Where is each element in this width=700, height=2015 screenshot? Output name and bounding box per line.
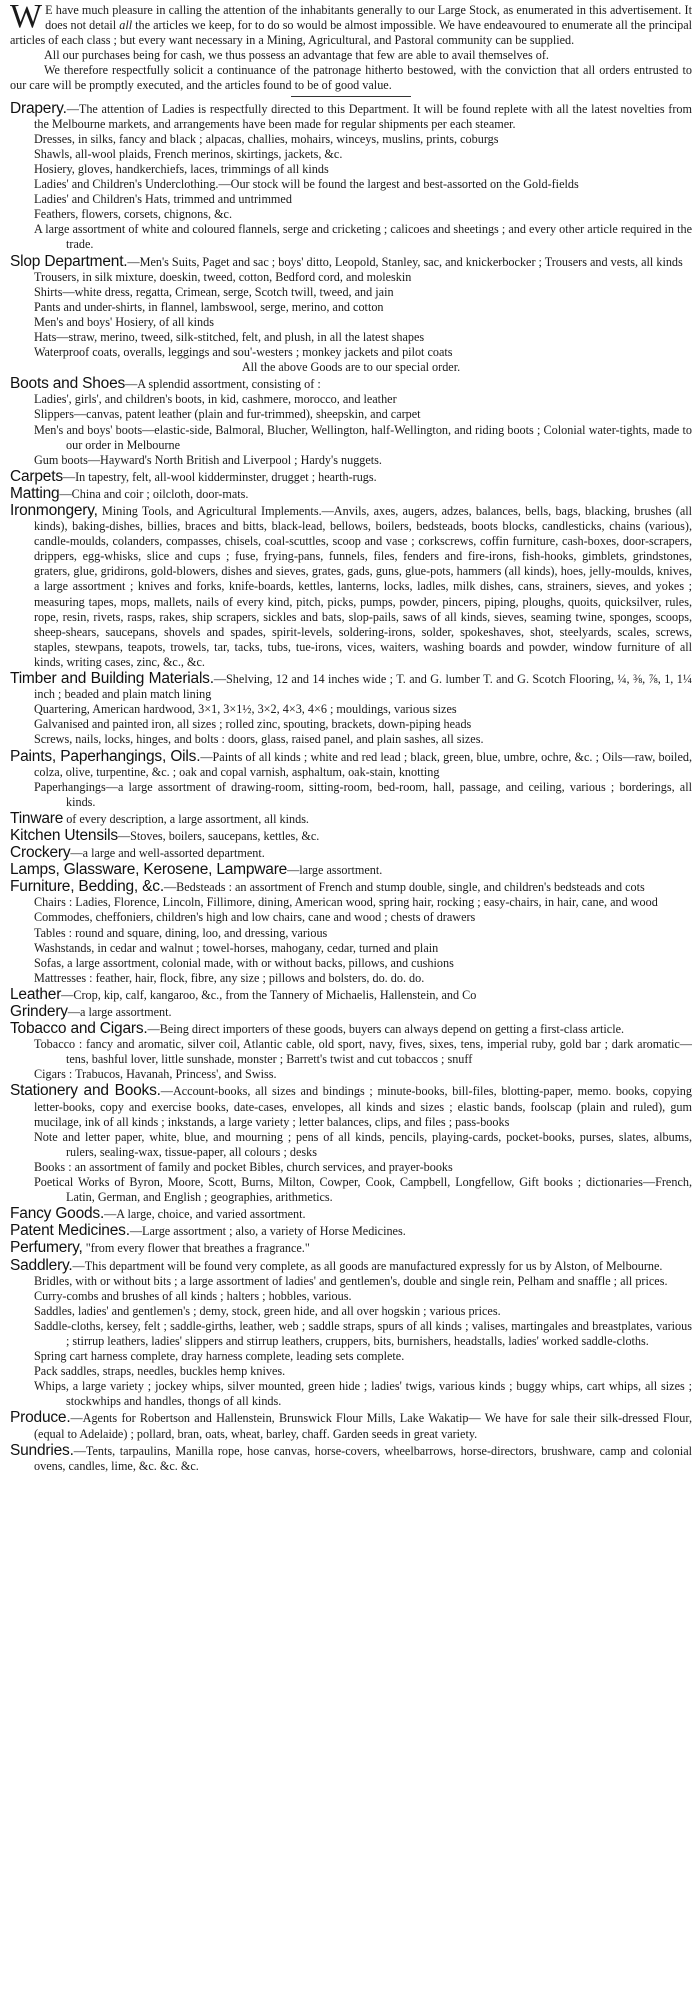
section-heading: Lamps, Glassware, Kerosene, Lampware [10,861,288,879]
section-heading: Tobacco and Cigars. [10,1020,148,1038]
section-entry [10,1004,692,1020]
section-text: —A large, choice, and varied assortment. [104,1207,306,1222]
section [10,879,692,986]
section-text: —Stoves, boilers, saucepans, kettles, &c. [117,828,320,843]
section [10,1083,692,1205]
section-item: Whips, a large variety ; jockey whips, silver mounted, green hide ; ladies' twigs, various kinds ; buggy whips, cart whips, all sizes ; stockwhips and handles, thongs of all kinds. [34,1379,692,1409]
intro-paragraph-3: We therefore respectfully solicit a continuance of the patronage hitherto bestowed, with the conviction that all orders entrusted to our care will be promptly executed, and the articles found to be of good value. [10,63,692,93]
section-item: Quartering, American hardwood, 3×1, 3×1½, 3×2, 4×3, 4×6 ; mouldings, various sizes [34,702,457,717]
section-item: Bridles, with or without bits ; a large assortment of ladies' and gentlemen's, double and single rein, Pelham and snaffle ; all prices. [34,1273,668,1288]
section-item: Screws, nails, locks, hinges, and bolts : doors, glass, raised panel, and plain sashes, all sizes. [34,732,484,747]
section-entry [10,811,692,827]
section-text: —Bedsteads : an assortment of French and stump double, single, and children's bedsteads and cots [163,880,645,895]
section-item: Ladies' and Children's Hats, trimmed and untrimmed [34,192,292,207]
section-item: Saddles, ladies' and gentlemen's ; demy, stock, green hide, and all over hogskin ; various prices. [34,1303,501,1318]
section-item: Gum boots—Hayward's North British and Liverpool ; Hardy's nuggets. [34,452,382,467]
section-heading: Tinware [10,809,64,827]
section-entry [10,254,692,270]
section-entry [10,1083,692,1129]
section-item: Washstands, in cedar and walnut ; towel-horses, mahogany, cedar, turned and plain [34,940,439,955]
section-heading: Patent Medicines. [10,1222,130,1240]
section-entry [10,845,692,861]
section [10,862,692,878]
section-item: Galvanised and painted iron, all sizes ; rolled zinc, spouting, brackets, down-piping heads [34,717,472,732]
section-text: —a large assortment. [67,1005,172,1019]
section-entry [10,1021,692,1037]
section-text: —Shelving, 12 and 14 inches wide ; T. and G. lumber T. and G. Scotch Flooring, ¼, ⅜, ⅞, 1, 1¼ inch ; beaded and plain match lining [34,672,692,702]
section-item: Feathers, flowers, corsets, chignons, &c. [34,207,232,222]
section-item: Waterproof coats, overalls, leggings and sou'-westers ; monkey jackets and pilot coats [34,345,453,360]
section-heading: Kitchen Utensils [10,826,118,844]
section-heading: Perfumery, [10,1239,83,1257]
section [10,749,692,810]
section-item: Pack saddles, straps, needles, buckles hemp knives. [34,1364,286,1379]
intro [10,0,693,94]
drop-cap: W [10,0,43,35]
intro-paragraph-2: All our purchases being for cash, we thus possess an advantage that few are able to avail themselves of. [44,48,549,63]
section-heading: Produce. [10,1409,71,1427]
section-heading: Sundries. [10,1441,74,1459]
section-entry [10,1240,692,1256]
section-item: Men's and boys' boots—elastic-side, Balmoral, Blucher, Wellington, half-Wellington, and riding boots ; Colonial water-tights, made to our order in Melbourne [34,422,692,452]
section-heading: Timber and Building Materials. [10,670,214,688]
section [10,1443,692,1474]
section-heading: Boots and Shoes [10,375,126,393]
section [10,486,692,502]
section-item: Curry-combs and brushes of all kinds ; halters ; hobbles, various. [34,1288,352,1303]
section-heading: Fancy Goods. [10,1205,105,1223]
section-text: of every description, a large assortment, all kinds. [63,811,309,826]
section-item: Commodes, cheffoniers, children's high and low chairs, cane and wood ; chests of drawers [34,910,476,925]
section-item: Ladies', girls', and children's boots, in kid, cashmere, morocco, and leather [34,392,397,407]
section [10,1206,692,1222]
section-entry [10,1410,692,1441]
sections-list [10,101,692,1474]
section-heading: Saddlery. [10,1256,73,1274]
section-entry [10,486,692,502]
section-item: Hats—straw, merino, tweed, silk-stitched, felt, and plush, in all the latest shapes [34,329,425,344]
section-entry [10,749,692,780]
section-heading: Drapery. [10,99,67,117]
section-item: Dresses, in silks, fancy and black ; alpacas, challies, mohairs, winceys, muslins, prints, coburgs [34,131,499,146]
section-item: Chairs : Ladies, Florence, Lincoln, Fillimore, dining, American wood, spring hair, rocking ; easy-chairs, in hair, cane, and wood [34,895,658,910]
section-note: All the above Goods are to our special order. [241,360,461,375]
section-text: —Large assortment ; also, a variety of Horse Medicines. [129,1224,406,1239]
section-text: —China and coir ; oilcloth, door-mats. [59,486,249,501]
section-item: A large assortment of white and coloured flannels, serge and cricketing ; calicoes and sheetings ; and every other article required in the trade. [34,222,692,252]
section-text: —A splendid assortment, consisting of : [125,377,321,392]
section-heading: Crockery [10,844,71,862]
section-text: —Agents for Robertson and Hallenstein, Brunswick Flour Mills, Lake Wakatip— We have for sale their silk-dressed Flour, (equal to Adelaide) ; pollard, bran, oats, wheat, barley, chaff. Garden seeds in great variety. [34,1411,692,1441]
section-item: Hosiery, gloves, handkerchiefs, laces, trimmings of all kinds [34,161,329,176]
section-heading: Matting [10,484,60,502]
section-item: Trousers, in silk mixture, doeskin, tweed, cotton, Bedford cord, and moleskin [34,269,412,284]
section [10,1004,692,1020]
section-heading: Paints, Paperhangings, Oils. [10,747,201,765]
intro-paragraph-1 [10,0,693,48]
section-entry [10,671,692,702]
section-text: —Tents, tarpaulins, Manilla rope, hose canvas, horse-covers, wheelbarrows, horse-directors, brushware, camp and colonial ovens, candles, lime, &c. &c. &c. [34,1443,692,1473]
section [10,469,692,485]
section-item: Shirts—white dress, regatta, Crimean, serge, Scotch twill, tweed, and jain [34,284,394,299]
intro-text: the articles we keep, for to do so would be almost impossible. We have endeavoured to enumerate all the principal articles of each class ; but every want necessary in a Mining, Agricultural, and Pastoral community can be supplied. [10,18,693,48]
section-item: Pants and under-shirts, in flannel, lambswool, serge, merino, and cotton [34,299,384,314]
section-item: Shawls, all-wool plaids, French merinos, skirtings, jackets, &c. [34,146,343,161]
section-text: —a large and well-assorted department. [70,846,265,861]
section-entry [10,1443,692,1474]
section-item: Cigars : Trabucos, Havanah, Princess', and Swiss. [34,1067,277,1082]
divider-rule [291,96,411,97]
section-entry [10,376,692,392]
section [10,1021,692,1082]
section-entry [10,987,692,1003]
section-text: —Men's Suits, Paget and sac ; boys' ditto, Leopold, Stanley, sac, and knickerbocker ; Trousers and vests, all kinds [127,254,683,269]
section-entry [10,879,692,895]
section-item: Ladies' and Children's Underclothing.—Our stock will be found the largest and best-assorted on the Gold-fields [34,177,579,192]
section-item: Note and letter paper, white, blue, and mourning ; pens of all kinds, pencils, playing-cards, pocket-books, purses, slates, albums, rulers, sealing-wax, tissue-paper, all colours ; desks [34,1129,692,1159]
section [10,987,692,1003]
section [10,671,692,747]
section-heading: Ironmongery, [10,502,98,519]
section-heading: Furniture, Bedding, &c. [10,878,164,896]
section-item: Spring cart harness complete, dray harness complete, leading sets complete. [34,1349,405,1364]
section-item: Paperhangings—a large assortment of drawing-room, sitting-room, bed-room, hall, passage, and ceiling, various ; borderings, all kinds. [34,779,692,809]
section-text: "from every flower that breathes a fragrance." [82,1241,310,1256]
section-heading: Carpets [10,467,63,485]
section-entry [10,1258,692,1274]
section-heading: Leather [10,985,62,1003]
section-item: Tables : round and square, dining, loo, and dressing, various [34,925,328,940]
section-item: Books : an assortment of family and pocket Bibles, church services, and prayer-books [34,1159,453,1174]
section [10,503,692,670]
section-entry [10,503,692,670]
section [10,1240,692,1256]
intro-text: E have much pleasure in calling the attention of the inhabitants generally to our Large Stock, as enumerated in this advertisement. It does not detail [45,3,692,33]
section-text: —Crop, kip, calf, kangaroo, &c., from the Tannery of Michaelis, Hallenstein, and Co [61,987,477,1002]
section-entry [10,1206,692,1222]
section-item: Mattresses : feather, hair, flock, fibre, any size ; pillows and bolsters, do. do. do. [34,970,425,985]
section-item: Tobacco : fancy and aromatic, silver coil, Atlantic cable, old sport, navy, fives, sixes, tens, imperial ruby, gold bar ; dark aromatic—tens, bashful lover, little sunshade, monster ; Barrett's twist and cut tobaccos ; snuff [34,1037,692,1067]
section-text: —Being direct importers of these goods, buyers can always depend on getting a first-class article. [147,1022,625,1037]
section-text: —Paints of all kinds ; white and red lead ; black, green, blue, umbre, ochre, &c. ; Oils—raw, boiled, colza, olive, turpentine, &c. ; oak and copal varnish, asphaltum, oak-stain, knotting [34,749,692,779]
section-heading: Stationery and Books. [10,1082,161,1100]
section-text: —In tapestry, felt, all-wool kidderminster, drugget ; hearth-rugs. [62,469,377,484]
section [10,811,692,827]
intro-emphasis: all [119,18,133,33]
section [10,254,692,376]
section-entry [10,828,692,844]
section-entry [10,469,692,485]
section-entry [10,101,692,132]
section-text: —The attention of Ladies is respectfully directed to this Department. It will be found replete with all the latest novelties from the Melbourne markets, and arrangements have been made for regular shipments per each steamer. [34,101,692,131]
section-item: Men's and boys' Hosiery, of all kinds [34,314,214,329]
section-item: Saddle-cloths, kersey, felt ; saddle-girths, leather, web ; saddle straps, spurs of all kinds ; valises, martingales and breastplates, various ; stirrup leathers, ladies' slippers and stirrup leathers, cruppers, bits, burnishers, headstalls, ladies' worked saddle-cloths. [34,1318,692,1348]
section-text: —large assortment. [287,863,383,878]
section [10,1410,692,1441]
section-item: Poetical Works of Byron, Moore, Scott, Burns, Milton, Cowper, Cook, Campbell, Longfellow, Gift books ; dictionaries—French, Latin, German, and English ; geographies, arithmetics. [34,1175,692,1205]
section-item: Slippers—canvas, patent leather (plain and fur-trimmed), sheepskin, and carpet [34,407,421,422]
section [10,828,692,844]
section [10,845,692,861]
section-text: —Account-books, all sizes and bindings ; minute-books, bill-files, blotting-paper, memo. books, copying letter-books, copy and exercise books, date-cases, envelopes, all kinds and sizes ; elastic bands, foolscap (plain and ruled), gum mucilage, ink of all kinds ; inkstands, a large variety ; letter balances, clips, and files ; pass-books [34,1084,692,1129]
section-text: Mining Tools, and Agricultural Implements.—Anvils, axes, augers, adzes, balances, bells, bags, blacking, brushes (all kinds), baking-dishes, billies, braces and bitts, black-lead, bellows, boilers, bedsteads, boots blocks, candlesticks, chains (various), candle-moulds, colanders, compasses, chisels, coal-scuttles, scoop and vase ; corkscrews, coffin furniture, cash-boxes, door-scrapers, drippers, egg-whisks, slice and cups ; fuse, frying-pans, funnels, files, fenders and fire-irons, fish-hooks, gimblets, grindstones, graters, glue, gridirons, gold-blowers, dishes and sieves, grates, gads, guns, glue-pots, hammers (all kinds), hoes, jelly-moulds, knives, a large assortment ; knives and forks, knife-boards, kettles, lanterns, locks, ladles, milk dishes, cans, strainers, sieves, and yokes ; measuring tapes, mops, mallets, nails of every kind, pitch, picks, pumps, powder, pincers, piping, ploughs, quoits, quicksilver, rules, rope, resin, rivets, rasps, rakes, ship scrapers, sickles and bats, slop-pails, saws of all kinds, sieves, seaming twine, sponges, scoops, sheep-shears, saucepans, shovels and spades, spirit-levels, soldering-irons, solder, spokeshaves, shot, steelyards, scales, screws, staples, stewpans, teapots, trowels, tar, tacks, tubs, tue-irons, vices, waiters, washing boards and powder, window furniture of all kinds, writing cases, zinc, &c., &c. [34,504,692,669]
section-entry [10,862,692,878]
section-heading: Slop Department. [10,252,128,270]
section-item: Sofas, a large assortment, colonial made, with or without backs, pillows, and cushions [34,955,454,970]
section [10,101,692,253]
section [10,376,692,468]
section-heading: Grindery [10,1003,68,1020]
section-entry [10,1223,692,1239]
section-text: —This department will be found very complete, as all goods are manufactured expressly for us by Alston, of Melbourne. [72,1258,663,1273]
section [10,1223,692,1239]
section [10,1258,692,1410]
